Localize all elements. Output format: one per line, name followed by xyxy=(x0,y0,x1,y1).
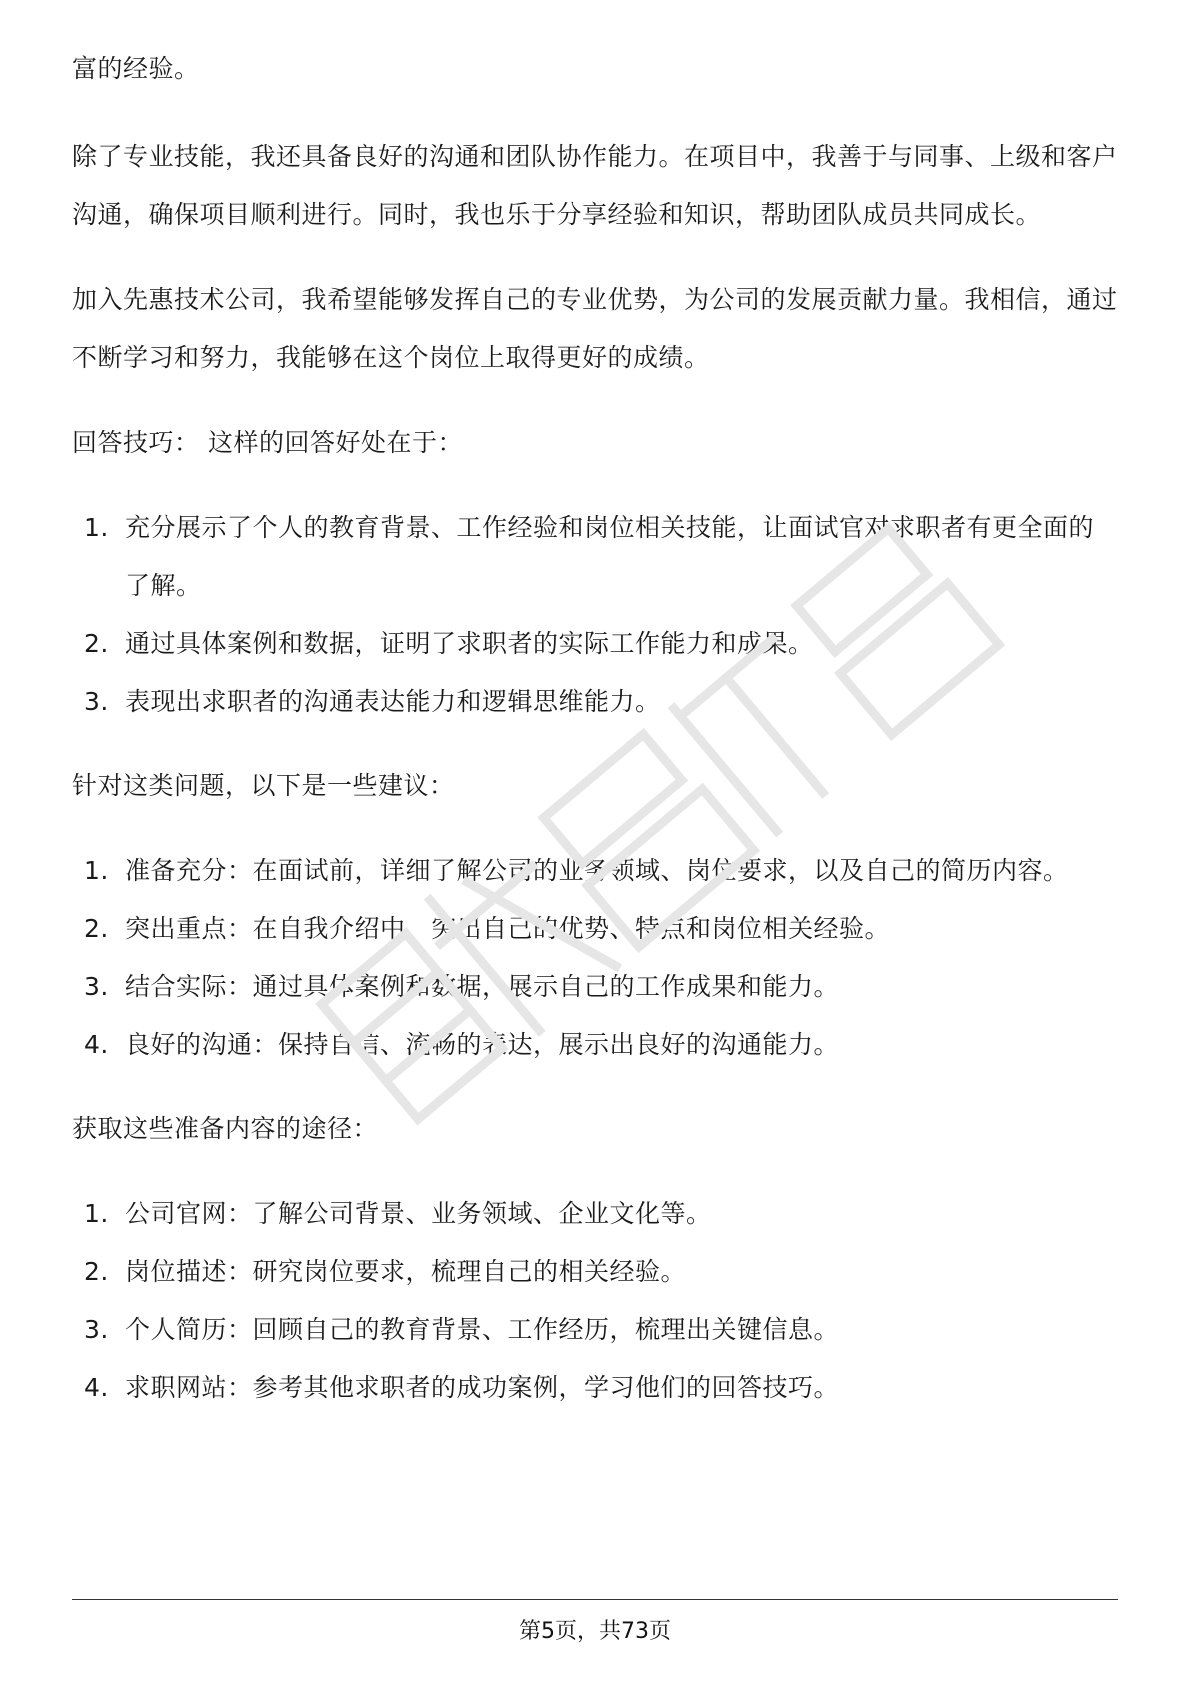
list-number: 3. xyxy=(84,687,109,716)
list-item xyxy=(72,958,1118,1016)
list-number: 1. xyxy=(84,513,109,542)
list-item-text: 准备充分：在面试前，详细了解公司的业务领域、岗位要求，以及自己的简历内容。 xyxy=(125,856,1069,885)
page-number: 第5页，共73页 xyxy=(519,1619,671,1644)
list-number: 2. xyxy=(84,629,109,658)
footer-divider xyxy=(72,1599,1118,1600)
list-item xyxy=(72,1185,1118,1243)
paragraph: 富的经验。 xyxy=(72,54,200,83)
list-number: 3. xyxy=(84,1315,109,1344)
list-number: 2. xyxy=(84,1257,109,1286)
list-item-text: 通过具体案例和数据，证明了求职者的实际工作能力和成果。 xyxy=(125,629,814,658)
section-heading-sources: 获取这些准备内容的途径： xyxy=(72,1114,379,1143)
list-number: 2. xyxy=(84,914,109,943)
list-item-text: 突出重点：在自我介绍中，突出自己的优势、特点和岗位相关经验。 xyxy=(125,914,891,943)
paragraph: 除了专业技能，我还具备良好的沟通和团队协作能力。在项目中，我善于与同事、上级和客户沟通，确保项目顺利进行。同时，我也乐于分享经验和知识，帮助团队成员共同成长。 xyxy=(72,142,1118,229)
suggestions-list xyxy=(72,842,1118,1074)
list-item xyxy=(72,1301,1118,1359)
list-number: 4. xyxy=(84,1373,109,1402)
list-item xyxy=(72,499,1118,615)
sources-list xyxy=(72,1185,1118,1417)
advantages-list xyxy=(72,499,1118,731)
list-number: 3. xyxy=(84,972,109,1001)
paragraph: 加入先惠技术公司，我希望能够发挥自己的专业优势，为公司的发展贡献力量。我相信，通过不断学习和努力，我能够在这个岗位上取得更好的成绩。 xyxy=(72,285,1118,372)
list-item xyxy=(72,1243,1118,1301)
list-item xyxy=(72,615,1118,673)
list-item-text: 充分展示了个人的教育背景、工作经验和岗位相关技能，让面试官对求职者有更全面的了解。 xyxy=(125,513,1095,600)
list-item xyxy=(72,1016,1118,1074)
list-item xyxy=(72,1359,1118,1417)
list-item xyxy=(72,673,1118,731)
list-item xyxy=(72,842,1118,900)
list-number: 1. xyxy=(84,856,109,885)
list-item-text: 良好的沟通：保持自信、流畅的表达，展示出良好的沟通能力。 xyxy=(125,1030,840,1059)
list-item-text: 表现出求职者的沟通表达能力和逻辑思维能力。 xyxy=(125,687,661,716)
list-item-text: 求职网站：参考其他求职者的成功案例，学习他们的回答技巧。 xyxy=(125,1373,840,1402)
section-heading-answer-tips: 回答技巧： 这样的回答好处在于： xyxy=(72,428,463,457)
list-item-text: 岗位描述：研究岗位要求，梳理自己的相关经验。 xyxy=(125,1257,687,1286)
list-item-text: 个人简历：回顾自己的教育背景、工作经历，梳理出关键信息。 xyxy=(125,1315,840,1344)
list-item-text: 公司官网：了解公司背景、业务领域、企业文化等。 xyxy=(125,1199,712,1228)
section-heading-suggestions: 针对这类问题，以下是一些建议： xyxy=(72,771,455,800)
list-number: 1. xyxy=(84,1199,109,1228)
document-body xyxy=(72,40,1118,1443)
list-number: 4. xyxy=(84,1030,109,1059)
list-item xyxy=(72,900,1118,958)
list-item-text: 结合实际：通过具体案例和数据，展示自己的工作成果和能力。 xyxy=(125,972,840,1001)
